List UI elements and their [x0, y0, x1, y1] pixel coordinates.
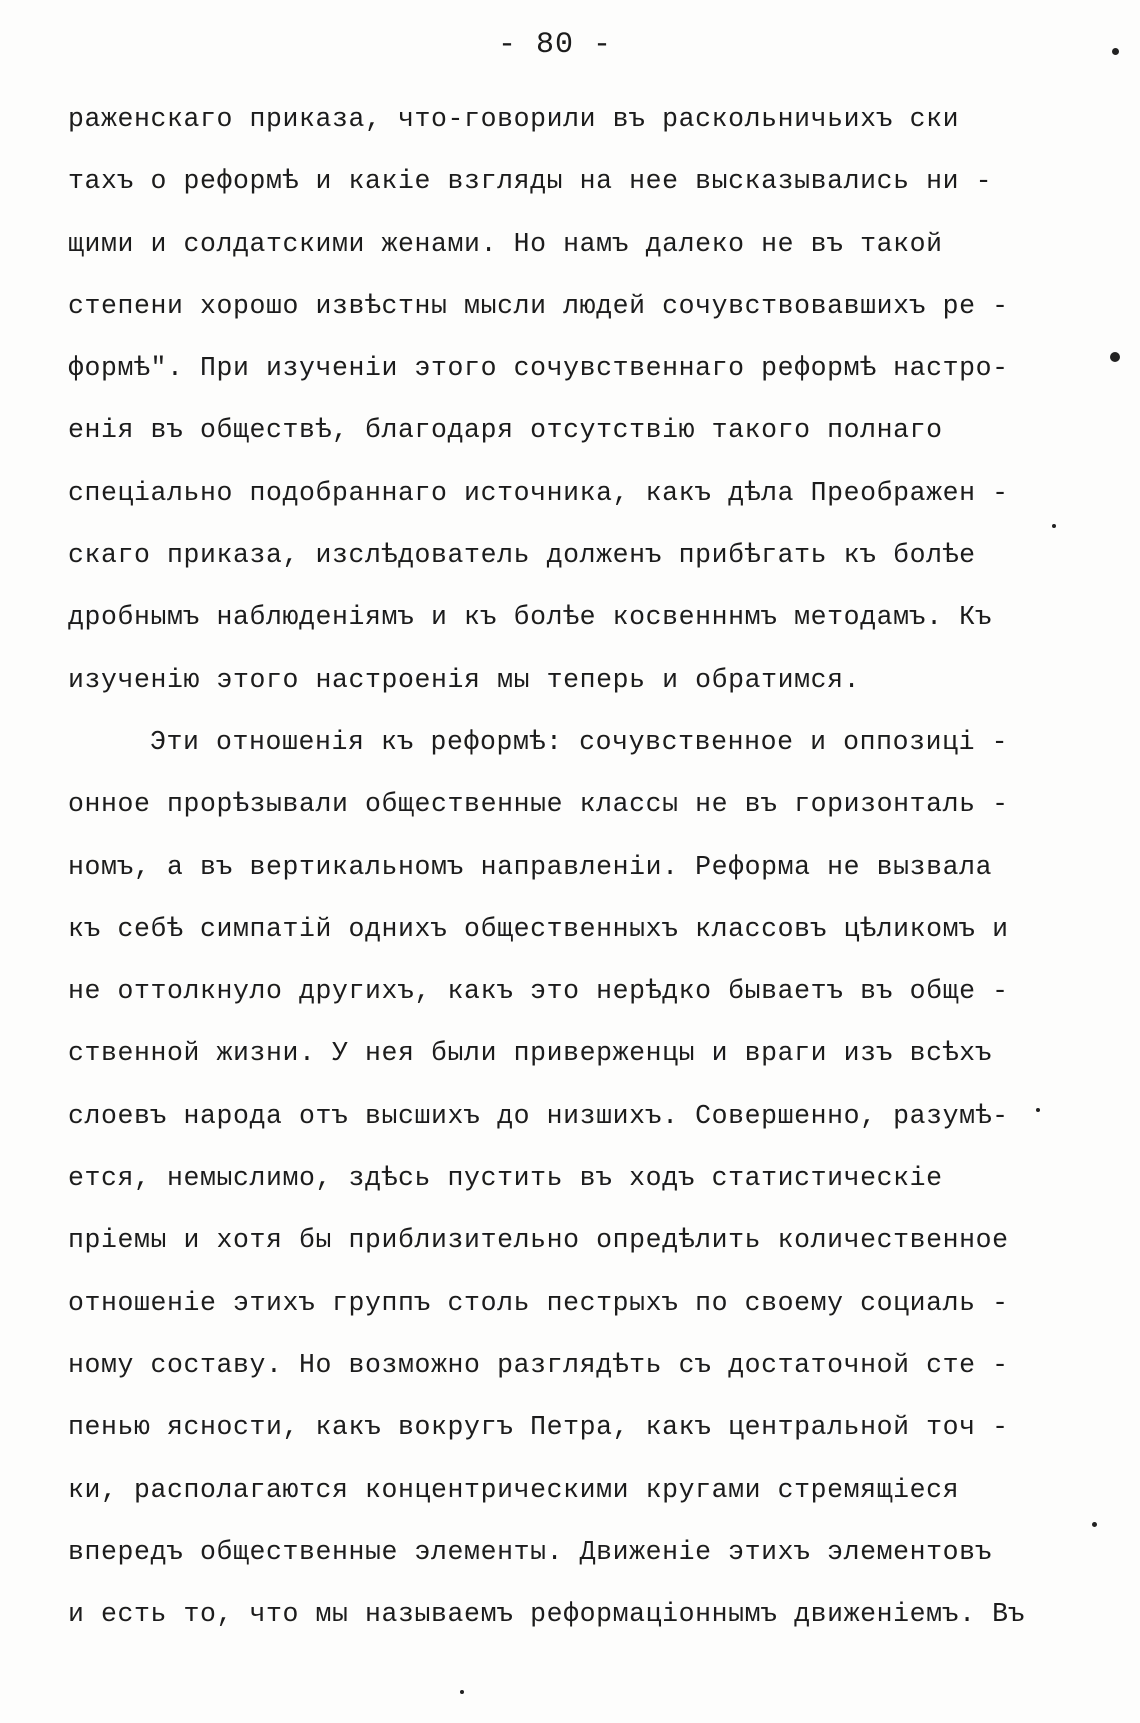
- text-line: тахъ о реформѣ и какiе взгляды на нее высказывались ни -: [68, 166, 993, 197]
- text-line: отношенiе этихъ группъ столь пестрыхъ по своему социаль -: [68, 1287, 1009, 1318]
- text-line: не оттолкнуло другихъ, какъ это нерѣдко бываетъ въ обще -: [68, 976, 1009, 1007]
- text-line: онное прорѣзывали общественные классы не въ горизонталь -: [68, 789, 1009, 820]
- paragraph-start-line: Эти отношенiя къ реформѣ: сочувственное и оппозицi -: [150, 726, 1009, 757]
- text-line: прiемы и хотя бы приблизительно опредѣлить количественное: [68, 1225, 1009, 1256]
- text-line: номъ, а въ вертикальномъ направленiи. Реформа не вызвала: [68, 851, 993, 882]
- scan-speck: [1036, 1108, 1040, 1112]
- text-line: изученiю этого настроенiя мы теперь и обратимся.: [68, 664, 861, 695]
- text-line: пенью ясности, какъ вокругъ Петра, какъ центральной точ -: [68, 1412, 1009, 1443]
- text-line: ки, располагаются концентрическими кругами стремящiеся: [68, 1474, 960, 1505]
- scan-speck: [460, 1690, 464, 1694]
- scan-speck: [1092, 1522, 1097, 1527]
- text-line: формѣ". При изученiи этого сочувственнаго реформѣ настро-: [68, 353, 1009, 384]
- text-line: къ себѣ симпатiй однихъ общественныхъ классовъ цѣликомъ и: [68, 913, 1009, 944]
- text-line: скаго приказа, изслѣдователь долженъ прибѣгать къ болѣе: [68, 540, 976, 571]
- text-line: степени хорошо извѣстны мысли людей сочувствовавшихъ ре -: [68, 290, 1009, 321]
- text-line: слоевъ народа отъ высшихъ до низшихъ. Совершенно, разумѣ-: [68, 1100, 1009, 1131]
- scan-speck: [1110, 352, 1120, 362]
- text-line: раженскаго приказа, что-говорили въ раскольничьихъ ски: [68, 104, 960, 134]
- text-line: енiя въ обществѣ, благодаря отсутствiю такого полнаго: [68, 415, 943, 446]
- scan-speck: [1052, 524, 1056, 528]
- scan-speck: [1112, 48, 1119, 55]
- body-text: [68, 88, 1078, 1645]
- text-line: ственной жизни. У нея были приверженцы и враги изъ всѣхъ: [68, 1038, 993, 1069]
- text-line: ному составу. Но возможно разглядѣть съ достаточной сте -: [68, 1349, 1009, 1380]
- text-line: щими и солдатскими женами. Но намъ далеко не въ такой: [68, 228, 943, 259]
- text-line: ется, немыслимо, здѣсь пустить въ ходъ статистическiе: [68, 1163, 943, 1194]
- text-line: впередъ общественные элементы. Движенiе этихъ элементовъ: [68, 1536, 993, 1567]
- page-number: - 80 -: [497, 28, 613, 62]
- text-line: спецiально подобраннаго источника, какъ дѣла Преображен -: [68, 477, 1009, 508]
- text-line: и есть то, что мы называемъ реформацiоннымъ движенiемъ. Въ: [68, 1599, 1026, 1630]
- text-line: дробнымъ наблюденiямъ и къ болѣе косвенннмъ методамъ. Къ: [68, 602, 993, 633]
